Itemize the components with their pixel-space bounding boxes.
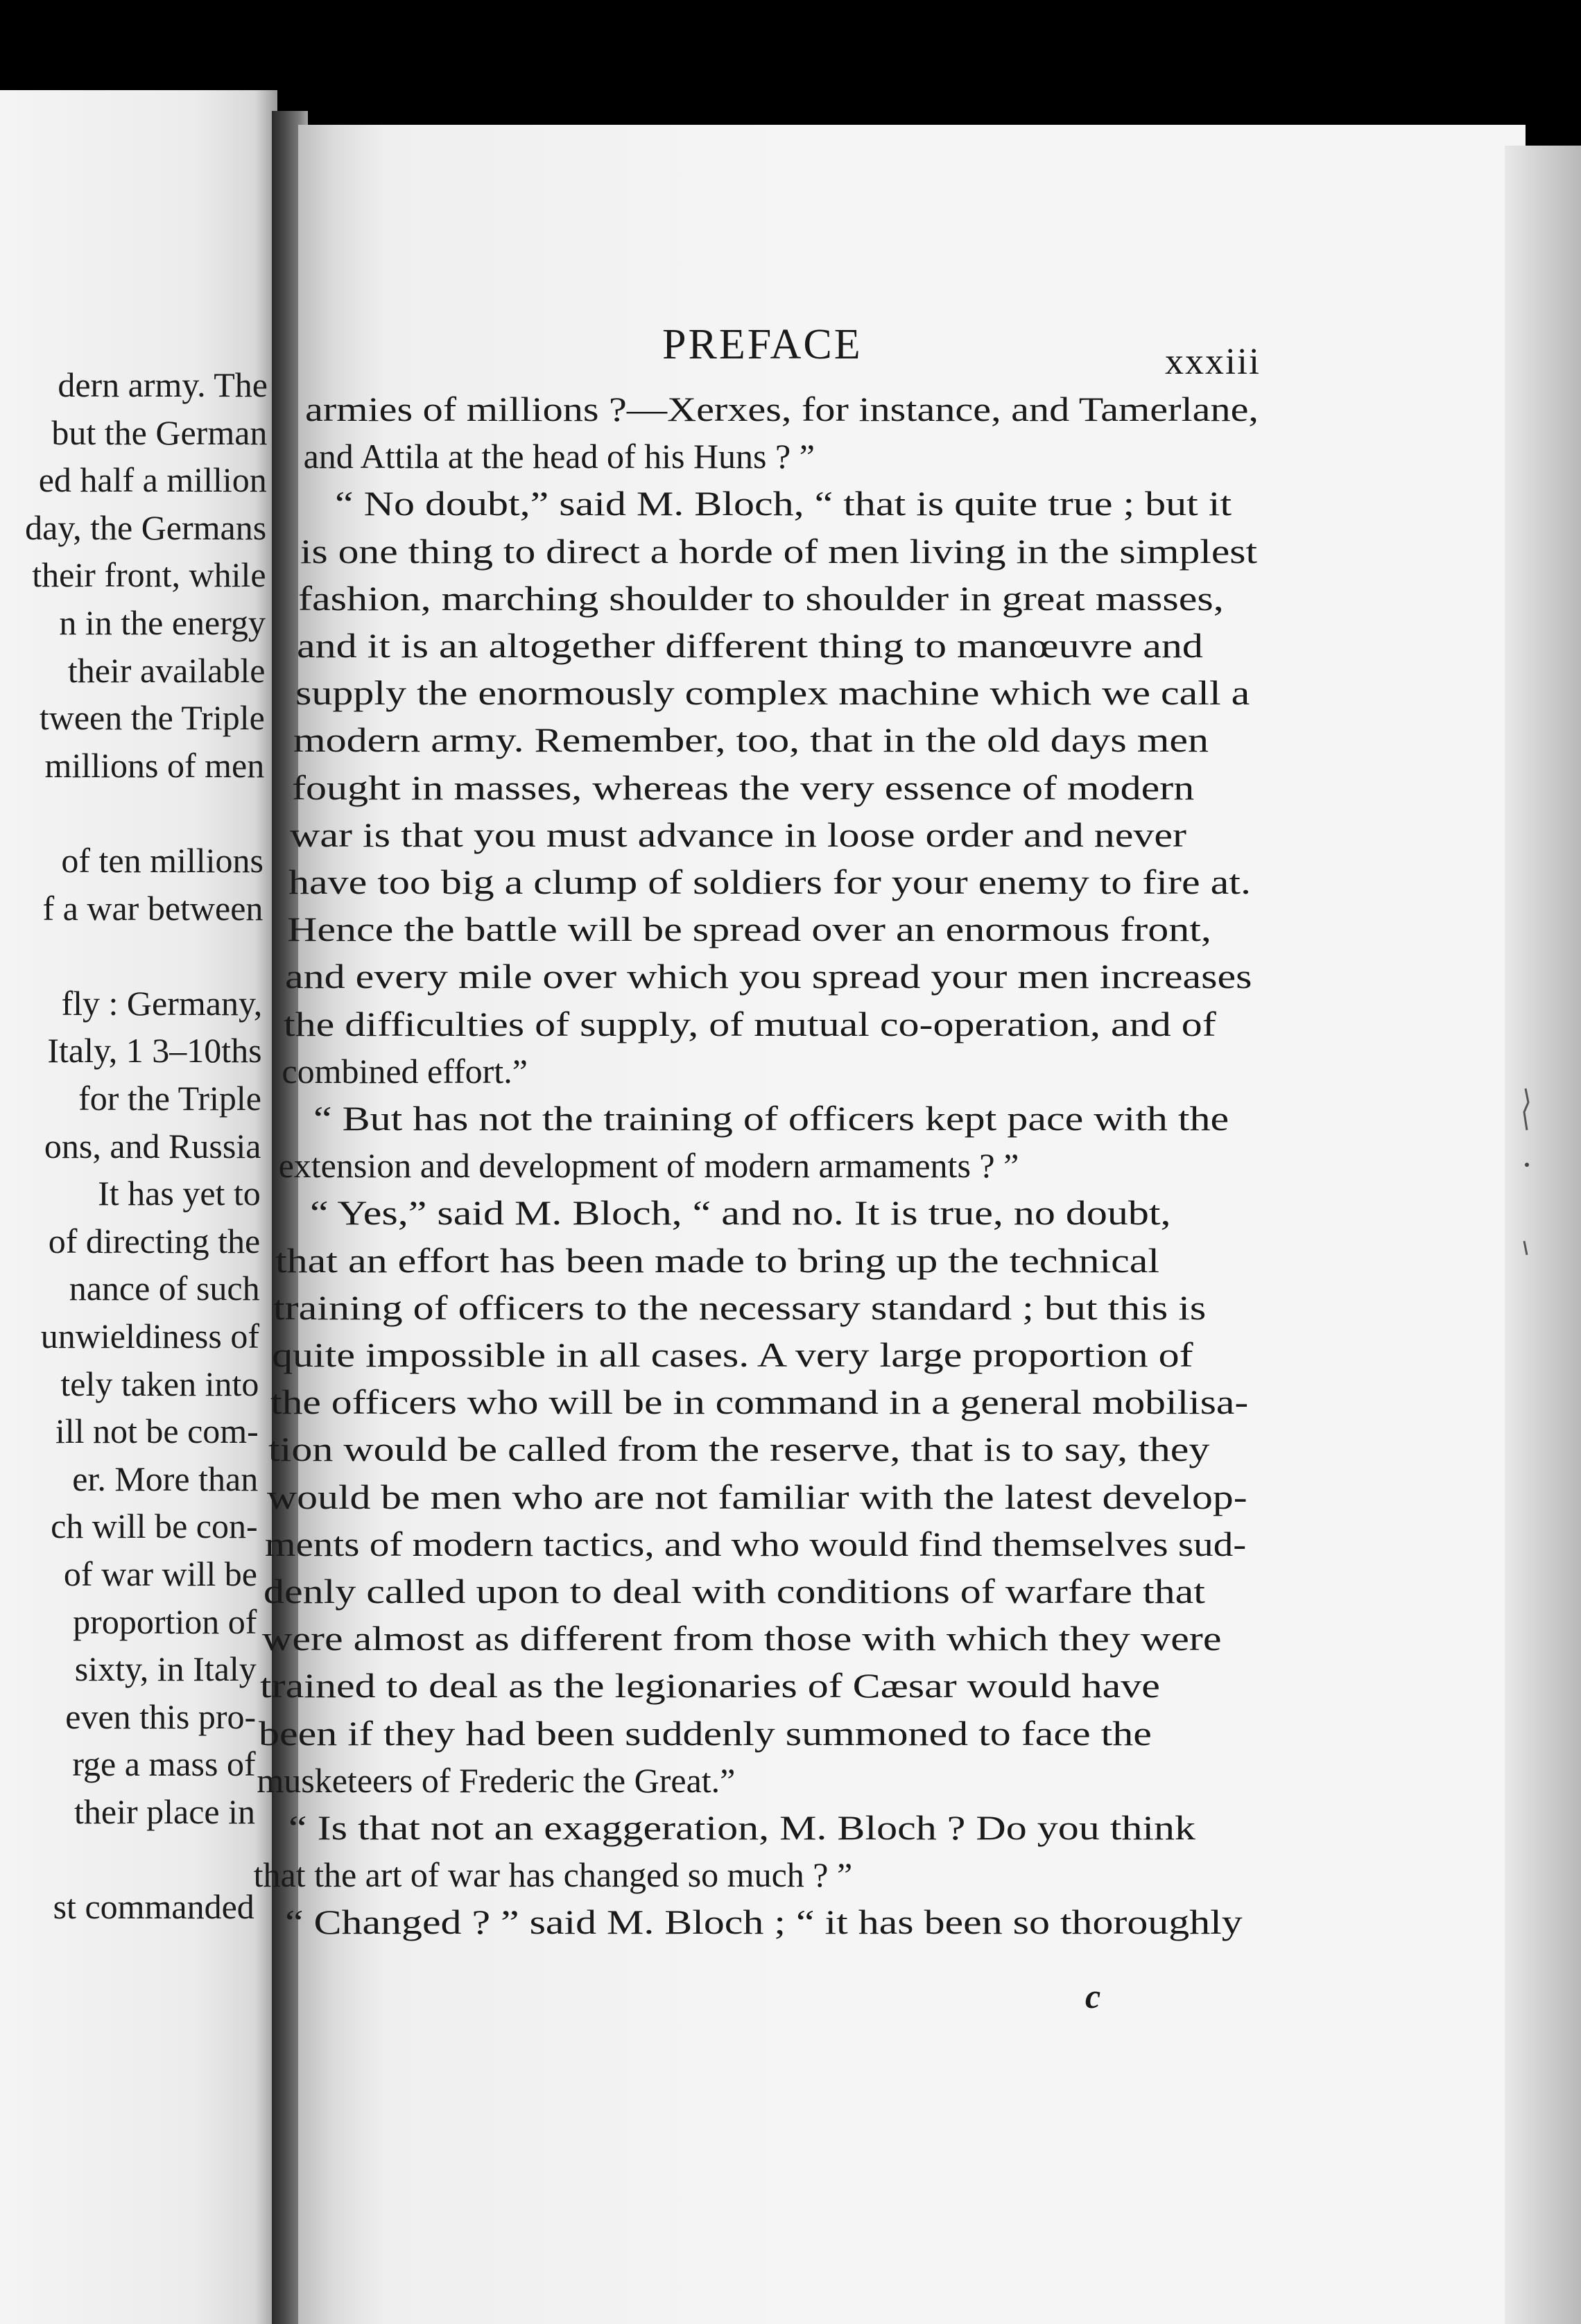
- text-line: fashion, marching shoulder to shoulder in great masses,: [298, 578, 1225, 618]
- left-text-line: It has yet to: [98, 1174, 261, 1213]
- text-line: would be men who are not familiar with the latest develop-: [266, 1477, 1247, 1516]
- text-line: supply the enormously complex machine which we call a: [295, 673, 1250, 713]
- text-line: training of officers to the necessary standard ; but this is: [273, 1287, 1207, 1327]
- text-line: have too big a clump of soldiers for your enemy to fire at.: [288, 862, 1251, 901]
- text-line: that an effort has been made to bring up the technical: [275, 1240, 1159, 1280]
- left-text-line: er. More than: [72, 1459, 259, 1498]
- text-line: trained to deal as the legionaries of Cæsar would have: [260, 1666, 1161, 1706]
- left-text-line: proportion of: [73, 1602, 257, 1641]
- left-text-line: day, the Germans: [25, 508, 267, 547]
- running-head: PREFACE: [662, 321, 863, 368]
- text-line: modern army. Remember, too, that in the old days men: [293, 720, 1209, 760]
- text-line: tion would be called from the reserve, that is to say, they: [268, 1430, 1210, 1469]
- left-text-line: ons, and Russia: [44, 1126, 261, 1165]
- text-line: the difficulties of supply, of mutual co-operation, and of: [283, 1004, 1216, 1043]
- left-text-line: nance of such: [69, 1269, 260, 1308]
- text-line: fought in masses, whereas the very essence of modern: [291, 768, 1195, 807]
- left-text-line: sixty, in Italy: [74, 1649, 257, 1689]
- text-line: quite impossible in all cases. A very large proportion of: [272, 1335, 1193, 1374]
- text-line: “ Yes,” said M. Bloch, “ and no. It is true, no doubt,: [310, 1193, 1171, 1233]
- left-text-line: millions of men: [44, 745, 265, 785]
- left-text-line: ch will be con-: [51, 1507, 258, 1546]
- text-line: denly called upon to deal with conditions of warfare that: [264, 1572, 1205, 1611]
- left-text-line: but the German: [51, 413, 268, 452]
- text-line: war is that you must advance in loose order and never: [290, 815, 1187, 854]
- text-line: musketeers of Frederic the Great.”: [257, 1760, 736, 1800]
- left-text-line: tween the Triple: [39, 698, 265, 738]
- text-line: that the art of war has changed so much ? ”: [253, 1855, 853, 1895]
- left-text-line: their available: [67, 650, 266, 690]
- text-line: and Attila at the head of his Huns ? ”: [303, 437, 815, 476]
- left-text-line: dern army. The: [58, 365, 268, 404]
- left-text-line: Italy, 1 3–10ths: [47, 1031, 262, 1070]
- text-line: is one thing to direct a horde of men living in the simplest: [300, 531, 1257, 571]
- left-text-line: for the Triple: [78, 1079, 261, 1118]
- left-text-line: their place in: [74, 1792, 255, 1831]
- left-text-line: n in the energy: [59, 603, 266, 642]
- left-text-line: unwieldiness of: [40, 1317, 259, 1355]
- left-text-line: rge a mass of: [72, 1744, 256, 1784]
- left-page: [0, 90, 277, 2324]
- text-line: Hence the battle will be spread over an enormous front,: [286, 910, 1211, 949]
- text-line: armies of millions ?—Xerxes, for instance, and Tamerlane,: [305, 390, 1259, 428]
- text-line: and it is an altogether different thing to manœuvre and: [297, 626, 1203, 665]
- text-line: “ Changed ? ” said M. Bloch ; “ it has been so thoroughly: [285, 1902, 1243, 1942]
- signature-mark: c: [1085, 1977, 1101, 2015]
- left-text-line: f a war between: [42, 888, 264, 928]
- left-text-line: their front, while: [32, 555, 266, 595]
- left-text-line: fly : Germany,: [61, 983, 263, 1023]
- text-line: extension and development of modern armaments ? ”: [278, 1146, 1019, 1186]
- text-line: been if they had been suddenly summoned to face the: [258, 1713, 1152, 1753]
- text-line: “ No doubt,” said M. Bloch, “ that is quite true ; but it: [335, 484, 1232, 523]
- text-line: and every mile over which you spread your men increases: [285, 957, 1252, 996]
- left-text-line: of war will be: [63, 1554, 257, 1593]
- page-number: xxxiii: [1165, 340, 1261, 382]
- text-line: combined effort.”: [282, 1051, 528, 1091]
- dust-specks: [1512, 1082, 1539, 1262]
- left-text-line: tely taken into: [60, 1364, 259, 1403]
- left-text-line: ill not be com-: [55, 1412, 259, 1451]
- left-text-line: ed half a million: [38, 460, 267, 500]
- text-line: the officers who will be in command in a general mobilisa-: [270, 1382, 1248, 1422]
- text-line: were almost as different from those with which they were: [261, 1619, 1222, 1658]
- left-text-line: of directing the: [48, 1221, 261, 1260]
- text-line: “ But has not the training of officers kept pace with the: [313, 1099, 1229, 1138]
- left-text-line: of ten millions: [61, 841, 264, 880]
- text-line: “ Is that not an exaggeration, M. Bloch ? Do you think: [288, 1808, 1196, 1847]
- left-text-line: even this pro-: [65, 1697, 257, 1736]
- left-text-line: st commanded: [53, 1887, 254, 1927]
- text-line: ments of modern tactics, and who would find themselves sud-: [265, 1524, 1247, 1563]
